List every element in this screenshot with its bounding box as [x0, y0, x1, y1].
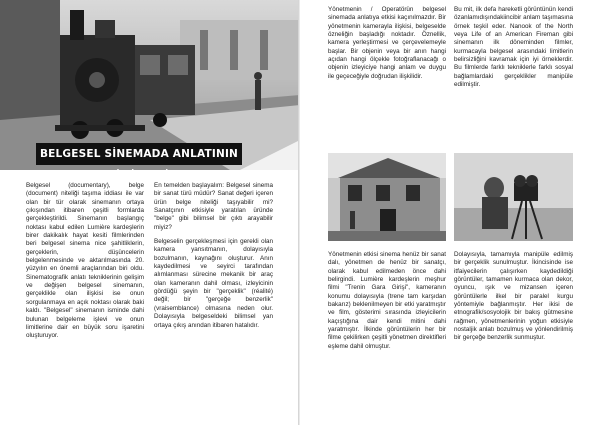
paragraph: Yönetmenin etkisi sinema henüz bir sanat dalı, yönetmen de henüz bir sanatçı, olarak kabul edilmeden önce dahi belirgindi. Lumière kardeşlerin meşhur filmi "Trenin Gara Girişi", kameranın konumu dolayısıyla (trene tam karşıdan bakarız) beklenilmeyen bir etki yaratmıştır ve film, gösterimi sırasında izleyicilerin kaçıştığına dair kendi mitini dahi yaratmıştır. İlkinde görüntülerin her bir filme çekilirken çeşitli yönetmen direktifleri eşleme dahil olmuştur. — [328, 251, 446, 350]
right-column-2-top — [454, 6, 573, 95]
right-column-1-bottom — [328, 251, 446, 357]
right-column-1-top — [328, 6, 446, 87]
right-page — [300, 0, 600, 425]
paragraph: Dolayısıyla, tamamıyla manipüle edilmiş bir gerçeklik sunulmuştur. İkincisinde ise itfaiyecilerin çalışırken kaydedildiği görüntüler, tamamen kurmaca olan dekor, oyuncu, ışık ve mizansen içeren görüntülerle ilkel bir paralel kurgu yöntemiyle bağlanmıştır. Her ikisi de etnografik/sosyolojik bir bakış gütmesine rağmen, yönetmenlerinin yoğun etkisiyle nostaljik anlatı bozulmuş ve yönlendirilmiş bir gerçeğe benzerlik sunmuştur. — [454, 251, 573, 342]
paragraph: Belgesel (documentary), belge (document) niteliği taşıma iddiası ile var olan bir tür olarak sinemanın ortaya çıkışından itibaren çeşitli formlarda gerçekleştirildi. Sinemanın başlangıç noktası kabul edilen Lumière kardeşlerin birer dakikalık hayat kesiti filmlerinden beri belgesel sinema nice şahitliklerin, gerçeklerin, düşüncelerin belgelenmesinde ve aktarılmasında 20. yüzyılın en önemli araçlarından biri oldu. Sinematografik anlatı tekniklerinin gelişim ve değişen belgesel sinemanın, gerçeklikle olan ilişkisi ise onun sorgulanmaya en açık noktası olarak baki kaldı. "Belgesel" sinemanın isminde dahi bulunan belgeleme işlevi ve onun limitlerine dair en büyük soru işaretini oluşturuyor. — [26, 182, 144, 340]
paragraph: Belgeselin gerçekleşmesi için gerekli olan kamera yansıtmanın, dolayısıyla bozulmanın, kaynağını oluşturur. Anın kaydedilmesi ve seyirci tarafından alımlanması sürecine mekanik bir araç olan kameranın dahil olması, izleyicinin gördüğü şeyin bir "gerçeklik" (réalité) değil; bir "gerçeğe benzerlik" (vraisemblance) olmasına neden olur. Dolayısıyla belgeseldeki bilimsel yan ortaya çıkış anından itibaren hatalıdır. — [154, 238, 273, 329]
left-column-2 — [154, 182, 273, 336]
film-still-house — [328, 153, 446, 241]
left-column-1 — [26, 182, 144, 347]
film-still-nanook — [454, 153, 573, 241]
paragraph: Yönetmenin / Operatörün belgesel sinemada anlatıya etkisi kaçınılmazdır. Bir yönetmenin kamerayla ilişkisi, belgeselde özneliğin başladığı noktadır. Öznellik, kamera yerleştirmesi ve çerçevelemeyle başlar. Bir objenin veya bir anın hangi açıdan hangi ölçekle fotoğraflanacağı o objenin izleyiciye hangi anlam ve duygu ile geçeceğiyle doğrudan ilişkilidir. — [328, 6, 446, 80]
paragraph: Bu mit, ilk defa hareketli görüntünün kendi özanlamıdışındakiincibir anlam taşımasına örnek teşkil eder. Nanook of the North veya Life of an American Fireman gibi sinemanın ilk döneminden filmler, kurmacayla belgesel arasındaki limitlerin belirsizliğini kavramak için iyi örneklerdir. Bu filmlerde farklı tekniklerle farklı sosyal bağlamlardaki gerçeklikler manipüle edilmiştir. — [454, 6, 573, 89]
right-column-2-bottom — [454, 251, 573, 349]
page-title: BELGESEL SİNEMADA ANLATININ LİMİTLERİ — [39, 148, 239, 182]
title-banner — [36, 143, 242, 182]
paragraph: En temelden başlayalım: Belgesel sinema bir sanat türü müdür? Sanat değeri içeren ürün belge niteliği taşıyabilir mi? Sanatçının etkisiyle yaratılan üründe "belge" gibi bilimsel bir çıktı arayabilir miyiz? — [154, 182, 273, 231]
